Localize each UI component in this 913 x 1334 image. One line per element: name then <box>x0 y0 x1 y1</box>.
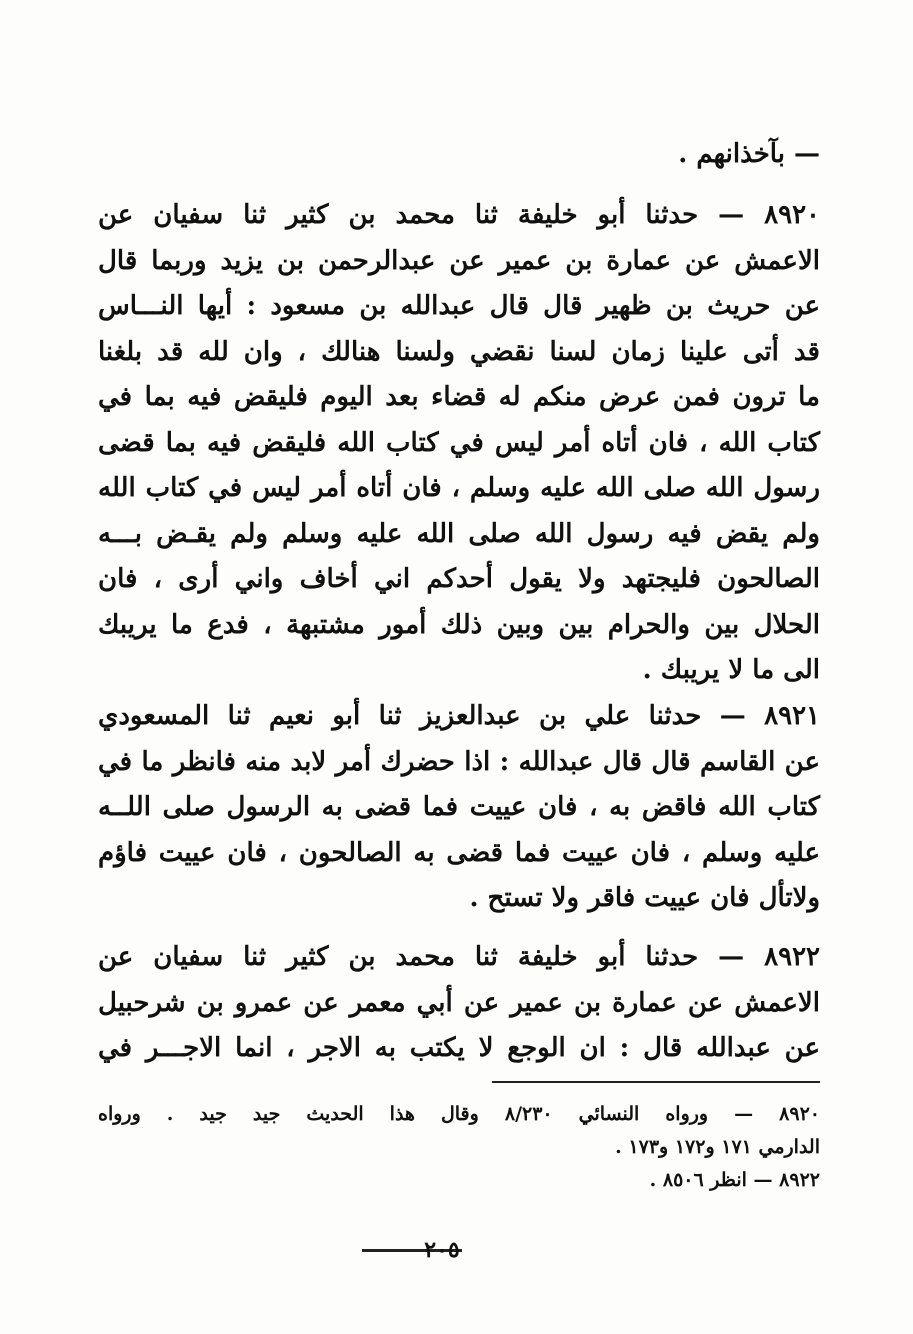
text-line: عن حريث بن ظهير قال قال عبدالله بن مسعود : أيها النـــاس <box>98 291 820 321</box>
footnote-line: ٨٩٢٠ — ورواه النسائي ٨/٢٣٠ وقال هذا الحديث جيد جيد . ورواه <box>98 1103 820 1125</box>
text-line: ٨٩٢١ — حدثنا علي بن عبدالعزيز ثنا أبو نعيم ثنا المسعودي <box>98 701 820 731</box>
hadith-8921 <box>98 694 820 922</box>
text-line: كتاب الله ، فان أتاه أمر ليس في كتاب الله فليقض فيه بما قضى <box>98 427 820 458</box>
footnote-divider <box>492 1081 820 1083</box>
footnote-line: الدارمي ١٧١ و١٧٢ و١٧٣ . <box>615 1136 820 1158</box>
text-line: الحلال بين والحرام بين وبين ذلك أمور مشتبهة ، فدع ما يريبك <box>98 609 820 640</box>
text-line: عليه وسلم ، فان عييت فما قضى به الصالحون ، فان عييت فاؤم <box>98 837 820 868</box>
text-line: الاعمش عن عمارة بن عمير عن عبدالرحمن بن يزيد وربما قال <box>98 245 820 276</box>
text-line: ما ترون فمن عرض منكم له قضاء بعد اليوم فليقض فيه بما في <box>98 382 820 412</box>
text-line: الصالحون فليجتهد ولا يقول أحدكم اني أخاف واني أرى ، فان <box>98 564 820 594</box>
text-line: عن عبدالله قال : ان الوجع لا يكتب به الاجر ، انما الاجـــر في <box>98 1033 820 1063</box>
text-line: عن القاسم قال قال عبدالله : اذا حضرك أمر لابد منه فانظر ما في <box>98 746 820 777</box>
text-line: كتاب الله فاقض به ، فان عييت فما قضى به الرسول صلى اللــه <box>98 792 820 822</box>
hadith-8922 <box>98 935 820 1072</box>
hadith-8920 <box>98 193 820 694</box>
footnotes <box>98 1098 820 1197</box>
text-line: — بآخذانهم . <box>678 139 820 169</box>
text-line: قد أتى علينا زمان لسنا نقضي ولسنا هنالك ، وان لله قد بلغنا <box>98 336 820 367</box>
text-line: الى ما لا يريبك . <box>642 655 820 685</box>
text-line: ولاتأل فان عييت فاقر ولا تستح . <box>469 883 820 913</box>
text-line: ٨٩٢٠ — حدثنا أبو خليفة ثنا محمد بن كثير ثنا سفيان عن <box>98 200 820 230</box>
text-line: ولم يقض فيه رسول الله صلى الله عليه وسلم ولم يقـض بـــه <box>98 518 820 549</box>
opening-line <box>98 132 820 178</box>
footnote-line: ٨٩٢٢ — انظر ٨٥٠٦ . <box>649 1169 820 1191</box>
page-number: ٢٠٥ <box>424 1237 460 1263</box>
text-line: ٨٩٢٢ — حدثنا أبو خليفة ثنا محمد بن كثير ثنا سفيان عن <box>98 942 820 972</box>
text-line: رسول الله صلى الله عليه وسلم ، فان أتاه أمر ليس في كتاب الله <box>98 473 820 503</box>
text-line: الاعمش عن عمارة بن عمير عن أبي معمر عن عمرو بن شرحبيل <box>98 987 820 1018</box>
